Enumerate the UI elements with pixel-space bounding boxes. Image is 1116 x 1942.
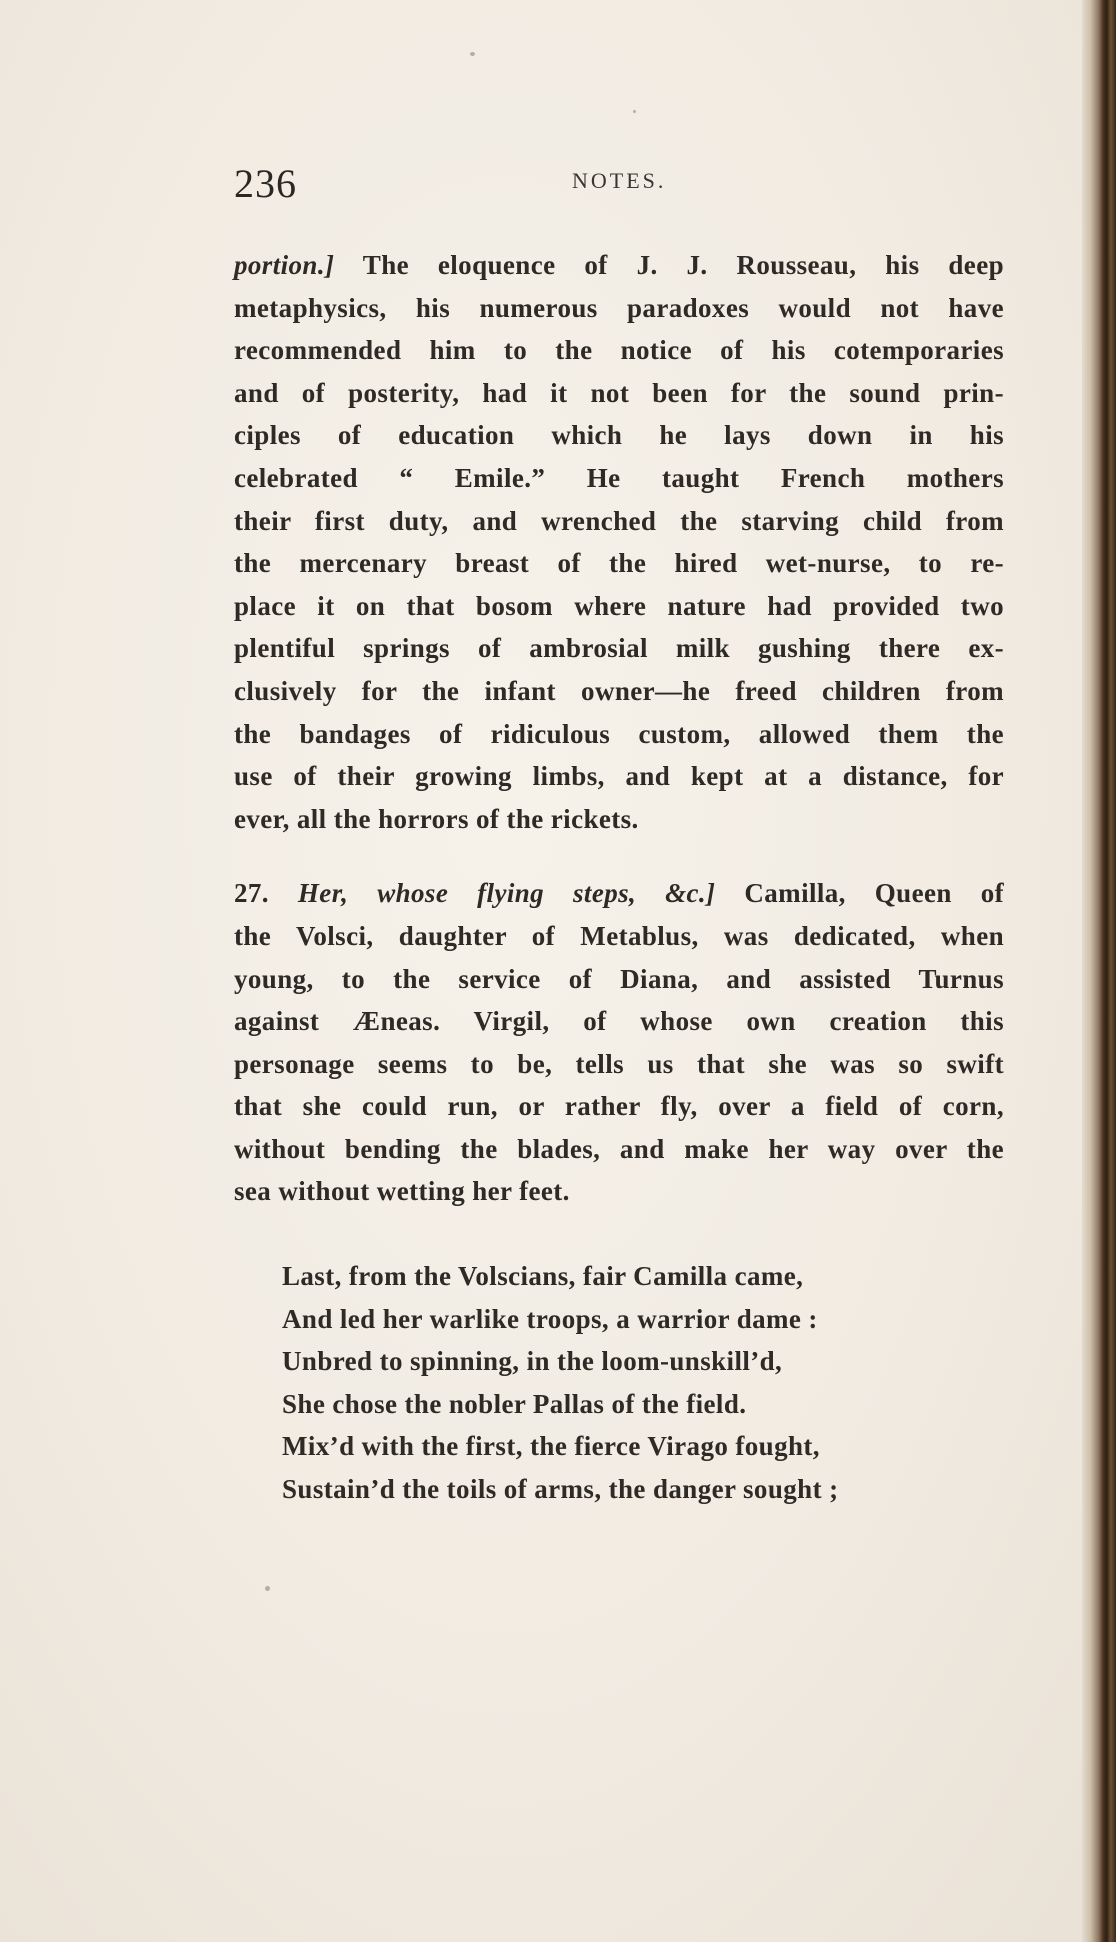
verse-line: Last, from the Volscians, fair Camilla came, [282,1261,804,1292]
notes-body [234,244,1004,1511]
text-line: sea without wetting her feet. [234,1176,570,1207]
text-line: personage seems to be, tells us that she was so swift [234,1048,1004,1079]
running-title: NOTES. [572,168,667,193]
text-line: celebrated “ Emile.” He taught French mothers [234,462,1004,493]
verse-line: Unbred to spinning, in the loom-unskill’d, [282,1346,783,1377]
note-lemma: Her, whose flying steps, &c.] [297,878,716,909]
text-line: and of posterity, had it not been for the sound prin- [234,377,1004,408]
text-line: the Volsci, daughter of Metablus, was dedicated, when [234,920,1004,951]
paper-speck [470,52,475,56]
paper-speck [265,1586,270,1591]
verse-line: Mix’d with the first, the fierce Virago fought, [282,1431,820,1462]
text-line: the bandages of ridiculous custom, allowed them the [234,718,1004,749]
verse-line: Sustain’d the toils of arms, the danger sought ; [282,1474,839,1505]
text-line: use of their growing limbs, and kept at a distance, for [234,761,1004,792]
text-line: plentiful springs of ambrosial milk gushing there ex- [234,633,1004,664]
verse-quotation [234,1255,1004,1511]
page-number: 236 [234,161,297,206]
note-number: 27. [234,878,298,909]
text-line: recommended him to the notice of his cotemporaries [234,335,1004,366]
text-line: their first duty, and wrenched the starving child from [234,505,1004,536]
text-line: the mercenary breast of the hired wet-nurse, to re- [234,548,1004,579]
verse-line: She chose the nobler Pallas of the field. [282,1388,747,1419]
paragraph-gap [234,1213,1004,1255]
text-line: against Æneas. Virgil, of whose own creation this [234,1006,1004,1037]
running-head [234,160,874,210]
text-line: without bending the blades, and make her way over the [234,1133,1004,1164]
book-spine-edge [1082,0,1116,1942]
text-line: ciples of education which he lays down in his [234,420,1004,451]
note-paragraph-27 [234,872,1004,1213]
text-line: portion.] The eloquence of J. J. Rousseau, his deep [234,250,1004,280]
text-line: ever, all the horrors of the rickets. [234,803,639,834]
verse-line: And led her warlike troops, a warrior dame : [282,1303,818,1334]
text-line: 27. Her, whose flying steps, &c.] Camilla, Queen of [234,878,1005,909]
paper-speck [633,110,636,113]
note-paragraph-portion [234,244,1004,840]
note-lemma: portion.] [234,250,335,280]
text-line: metaphysics, his numerous paradoxes would not have [234,292,1004,323]
text-line: young, to the service of Diana, and assisted Turnus [234,963,1004,994]
text-line: that she could run, or rather fly, over a field of corn, [234,1091,1004,1122]
text-line: clusively for the infant owner—he freed children from [234,675,1004,706]
text-line: place it on that bosom where nature had provided two [234,590,1004,621]
paragraph-gap [234,840,1004,872]
